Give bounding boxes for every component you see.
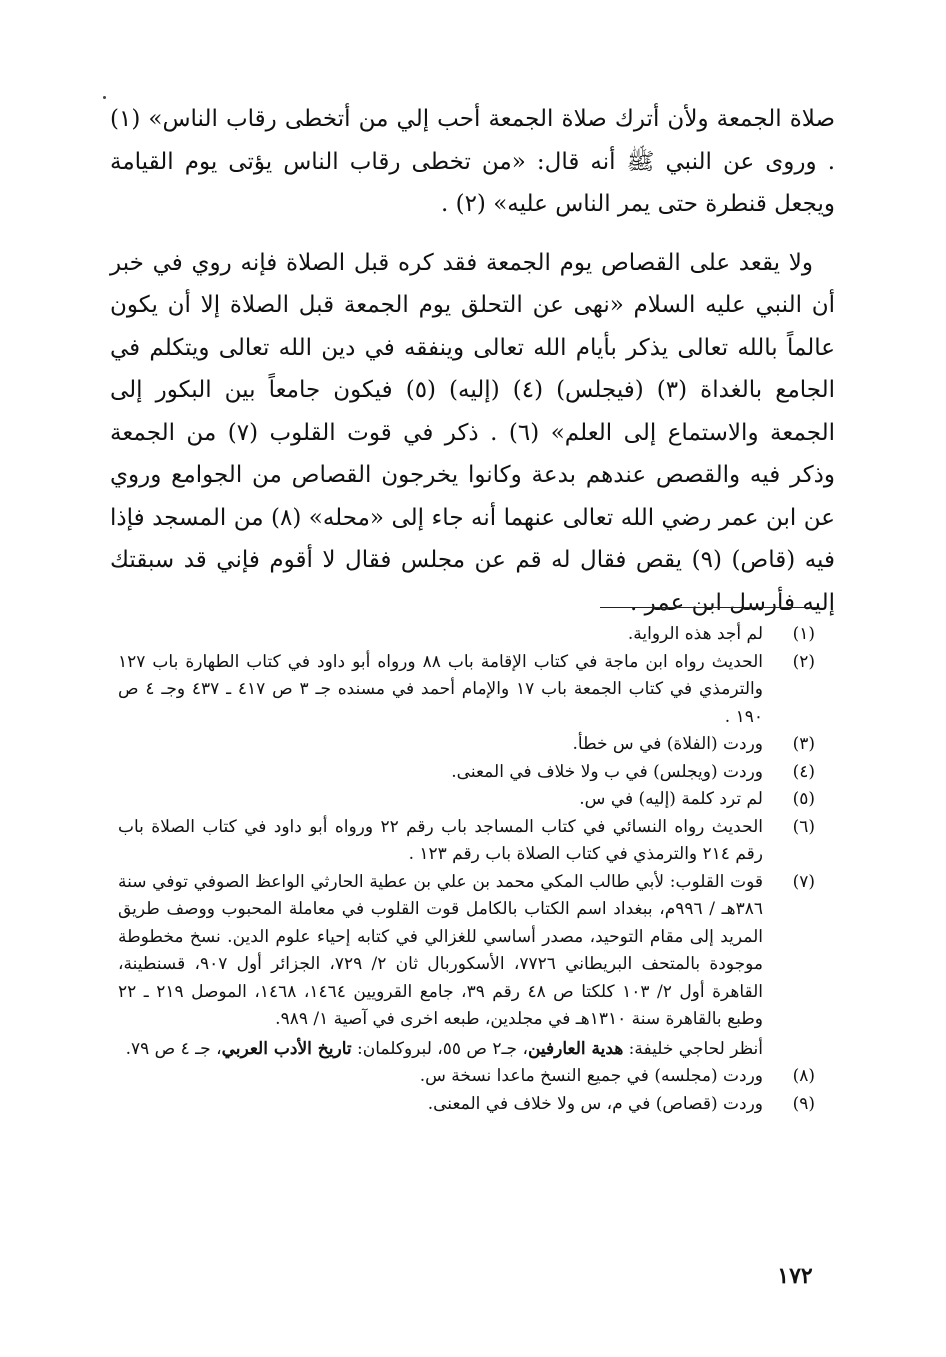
footnotes — [118, 621, 815, 1118]
footnote-4 — [118, 759, 815, 787]
footnote-separator — [600, 607, 817, 608]
footnote-text: الحديث رواه النسائي في كتاب المساجد باب رقم ٢٢ ورواه أبو داود في كتاب الصلاة باب رقم ٢١٤ والترمذي في كتاب الصلاة باب رقم ١٢٣ . — [118, 816, 763, 864]
footnote-3 — [118, 731, 815, 759]
footnote-2 — [118, 649, 815, 732]
footnote-text: وردت (مجلسه) في جميع النسخ ماعدا نسخة س. — [419, 1066, 763, 1086]
footnote-text: وردت (ويجلس) في ب ولا خلاف في المعنى. — [451, 761, 763, 782]
main-text — [110, 98, 835, 624]
footnote-number: (٧) — [792, 871, 815, 892]
footnote-text: وردت (الفلاة) في س خطأ. — [572, 734, 763, 754]
footnote-text: لم ترد كلمة (إليه) في س. — [579, 789, 763, 809]
footnote-number: (٨) — [792, 1066, 815, 1086]
footnote-7-reference — [118, 1036, 815, 1064]
footnote-text: لم أجد هذه الرواية. — [627, 624, 763, 644]
footnote-text: قوت القلوب: لأبي طالب المكي محمد بن علي بن عطية الحارثي الواعظ الصوفي توفي سنة ٣٨٦هـ / ٩٩٦م، ببغداد اسم الكتاب بالكامل قوت القلوب في معاملة المحبوب ووصف طريق المريد إلى مقام التوحيد، مصدر أساسي للغزالي في كتابه إحياء علوم الدين. نسخ مخطوطة موجودة بالمتحف البريطاني ٧٧٢٦، الأسكوربال ثان ٢/ ٧٢٩، الجزائر أول ٩٠٧، قسنطينة، القاهرة أول ٢/ ١٠٣ كلكتا ص ٤٨ رقم ٣٩، جامع القرويين ١٤٦٤، ١٤٦٨، الموصل ٢١٩ ـ ٢٢ وطبع بالقاهرة سنة ١٣١٠هـ في مجلدين، طبعه اخرى في آصية ١/ ٩٨٩. — [118, 871, 764, 1029]
paragraph-1: صلاة الجمعة ولأن أترك صلاة الجمعة أحب إلي من أتخطى رقاب الناس» (١) . وروى عن النبي ﷺ أنه قال: «من تخطى رقاب الناس يؤتى يوم القيامة ويجعل قنطرة حتى يمر الناس عليه» (٢) . — [110, 106, 835, 217]
footnote-5 — [118, 786, 815, 814]
page-number: ١٧٢ — [777, 1263, 813, 1289]
footnote-number: (٢) — [792, 651, 815, 672]
reference-prefix: أنظر لحاجي خليفة: — [623, 1038, 763, 1059]
reference-title-1: هدية العارفين — [527, 1038, 624, 1059]
footnote-number: (٦) — [792, 816, 815, 837]
footnote-1 — [118, 621, 815, 649]
footnote-number: (٥) — [792, 789, 815, 809]
footnote-text: الحديث رواه ابن ماجة في كتاب الإقامة باب ٨٨ ورواه أبو داود في كتاب الطهارة باب ١٢٧ والترمذي في كتاب الجمعة باب ١٧ والإمام أحمد في مسنده جـ ٣ ص ٤١٧ ـ ٤٣٧ وجـ ٤ ص ١٩٠ . — [118, 651, 763, 727]
paragraph-2: ولا يقعد على القصاص يوم الجمعة فقد كره قبل الصلاة فإنه روي في خبر أن النبي عليه السلام «نهى عن التحلق يوم الجمعة قبل الصلاة إلا أن يكون عالماً بالله تعالى يذكر بأيام الله تعالى وينفقه في دين الله تعالى ويتكلم في الجامع بالغداة (٣) (فيجلس) (٤) (إليه) (٥) فيكون جامعاً بين البكور إلى الجمعة والاستماع إلى العلم» (٦) . ذكر في قوت القلوب (٧) من الجمعة وذكر فيه والقصص عندهم بدعة وكانوا يخرجون القصاص من الجوامع وروي عن ابن عمر رضي الله تعالى عنهما أنه جاء إلى «محله» (٨) من المسجد فإذا فيه (قاص) (٩) يقص فقال له قم عن مجلس فقال لا أقوم فإني قد سبقتك إليه فأرسل ابن عمر . — [110, 249, 836, 616]
footnote-number: (٣) — [792, 734, 815, 754]
reference-suffix: ، جـ ٤ ص ٧٩. — [125, 1038, 222, 1059]
footnote-7 — [118, 869, 815, 1034]
footnote-number: (٤) — [792, 761, 815, 782]
reference-title-2: تاريخ الأدب العربي — [221, 1038, 352, 1059]
footnote-number: (١) — [792, 624, 815, 644]
footnote-text: وردت (قصاص) في م، س ولا خلاف في المعنى. — [427, 1093, 763, 1114]
footnote-6 — [118, 814, 815, 869]
footnote-8 — [118, 1063, 815, 1091]
footnote-number: (٩) — [792, 1093, 815, 1114]
scan-speck — [103, 96, 106, 99]
footnote-9 — [118, 1091, 815, 1119]
reference-middle: ، جـ٢ ص ٥٥، لبروكلمان: — [351, 1038, 528, 1059]
